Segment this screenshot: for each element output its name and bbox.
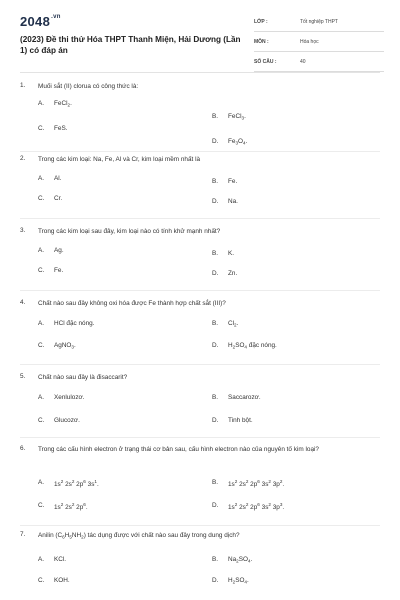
answer-option[interactable]: [38, 195, 198, 207]
option-text: AgNO$_3$.: [54, 342, 76, 350]
answer-option[interactable]: [38, 247, 198, 259]
option-letter: C.: [38, 267, 45, 274]
option-text: KCl.: [54, 556, 67, 563]
logo-text: 2048: [20, 14, 51, 29]
header: [20, 14, 382, 72]
answer-option[interactable]: [212, 394, 372, 406]
answer-option[interactable]: [38, 479, 198, 491]
answer-option[interactable]: [38, 556, 198, 568]
answer-option[interactable]: [212, 556, 372, 568]
answer-option[interactable]: [38, 417, 198, 429]
question-number: 6.: [20, 445, 26, 452]
meta-value: 40: [300, 59, 306, 65]
option-text: KOH.: [54, 577, 70, 584]
meta-row-class: [254, 16, 384, 32]
option-text: Na.: [228, 198, 238, 205]
option-letter: B.: [212, 250, 219, 257]
option-text: Xenlulozơ.: [54, 394, 85, 401]
question-text: Muối sắt (II) clorua có công thức là:: [38, 83, 139, 90]
option-letter: D.: [212, 417, 219, 424]
answer-option[interactable]: [38, 320, 198, 332]
option-letter: C.: [38, 502, 45, 509]
option-letter: A.: [38, 394, 45, 401]
question-number: 7.: [20, 531, 26, 538]
answer-option[interactable]: [212, 577, 372, 589]
question-divider: [20, 525, 380, 526]
header-divider: [20, 72, 380, 73]
question-text: Chất nào sau đây là đisaccarit?: [38, 374, 128, 381]
answer-option[interactable]: [38, 342, 198, 354]
option-text: $Cl_2$.: [228, 320, 239, 328]
option-letter: D.: [212, 270, 219, 277]
meta-value: Hóa học: [300, 39, 319, 45]
question-divider: [20, 364, 380, 365]
answer-option[interactable]: [212, 250, 372, 262]
exam-meta: [254, 16, 384, 76]
option-text: HCl đặc nóng.: [54, 320, 95, 327]
meta-label: LỚP :: [254, 19, 268, 25]
answer-option[interactable]: [212, 270, 372, 282]
option-text: $1s^2$ $2s^2$ $2p^6$ $3s^1$.: [54, 479, 99, 488]
question-divider: [20, 151, 380, 152]
question-number: 5.: [20, 373, 26, 380]
question-text: Trong các cấu hình electron ở trạng thái cơ bản sau, cấu hình electron nào của nguyên tố kim loại?: [38, 446, 319, 453]
option-text: Tinh bột.: [228, 417, 253, 424]
answer-option[interactable]: [212, 178, 372, 190]
option-letter: A.: [38, 247, 45, 254]
option-text: Al.: [54, 175, 62, 182]
option-letter: A.: [38, 320, 45, 327]
question-number: 2.: [20, 155, 26, 162]
answer-option[interactable]: [38, 502, 198, 514]
answer-option[interactable]: [212, 113, 372, 125]
option-text: FeS.: [54, 125, 68, 132]
option-text: Fe.: [228, 178, 238, 185]
option-text: Cr.: [54, 195, 63, 202]
question-divider: [20, 218, 380, 219]
answer-option[interactable]: [212, 320, 372, 332]
option-text: $1s^2$ $2s^2$ $2p^6$.: [54, 502, 88, 511]
option-letter: D.: [212, 198, 219, 205]
option-text: $1s^2$ $2s^2$ $2p^6$ $3s^2$ $3p^3$.: [228, 502, 285, 511]
option-letter: C.: [38, 417, 45, 424]
option-letter: B.: [212, 556, 219, 563]
option-letter: B.: [212, 113, 219, 120]
option-letter: B.: [212, 178, 219, 185]
answer-option[interactable]: [38, 100, 198, 112]
site-logo[interactable]: [20, 14, 61, 29]
meta-row-count: [254, 56, 384, 72]
option-text: Saccarozơ.: [228, 394, 261, 401]
option-letter: A.: [38, 100, 45, 107]
question-text: Chất nào sau đây không oxi hóa được Fe thành hợp chất sắt (III)?: [38, 300, 226, 307]
option-text: $H_2SO_4$ đặc nóng.: [228, 342, 277, 350]
option-text: FeCl$_2$.: [54, 100, 72, 108]
option-letter: D.: [212, 138, 219, 145]
option-letter: C.: [38, 125, 45, 132]
option-letter: B.: [212, 394, 219, 401]
answer-option[interactable]: [212, 138, 372, 150]
logo-suffix: .vn: [51, 14, 61, 20]
question-number: 4.: [20, 299, 26, 306]
option-letter: A.: [38, 175, 45, 182]
option-letter: A.: [38, 479, 45, 486]
option-letter: D.: [212, 342, 219, 349]
answer-option[interactable]: [212, 417, 372, 429]
option-letter: D.: [212, 577, 219, 584]
option-letter: C.: [38, 577, 45, 584]
option-letter: B.: [212, 320, 219, 327]
meta-row-subject: [254, 36, 384, 52]
option-letter: A.: [38, 556, 45, 563]
option-letter: C.: [38, 195, 45, 202]
question-divider: [20, 290, 380, 291]
answer-option[interactable]: [212, 342, 372, 354]
meta-value: Tốt nghiệp THPT: [300, 19, 338, 25]
option-text: FeCl$_3$.: [228, 113, 246, 121]
question-number: 1.: [20, 82, 26, 89]
question-text: Trong các kim loại sau đây, kim loại nào có tính khử mạnh nhất?: [38, 228, 221, 235]
option-text: $Na_2SO_4$.: [228, 556, 253, 564]
option-letter: B.: [212, 479, 219, 486]
answer-option[interactable]: [38, 175, 198, 187]
option-letter: C.: [38, 342, 45, 349]
answer-option[interactable]: [212, 198, 372, 210]
option-text: $1s^2$ $2s^2$ $2p^6$ $3s^2$ $3p^2$.: [228, 479, 285, 488]
question-number: 3.: [20, 227, 26, 234]
answer-option[interactable]: [212, 479, 372, 491]
answer-option[interactable]: [38, 125, 198, 137]
answer-option[interactable]: [38, 577, 198, 589]
meta-label: SỐ CÂU :: [254, 59, 277, 65]
question-divider: [20, 437, 380, 438]
question-text: Anilin $(C_6H_5NH_2)$ tác dụng được với chất nào sau đây trong dung dịch?: [38, 532, 240, 540]
option-text: Zn.: [228, 270, 238, 277]
option-text: K.: [228, 250, 235, 257]
exam-title: (2023) Đề thi thử Hóa THPT Thanh Miện, Hải Dương (Lần 1) có đáp án: [20, 35, 241, 55]
answer-option[interactable]: [38, 267, 198, 279]
option-text: Ag.: [54, 247, 64, 254]
answer-option[interactable]: [38, 394, 198, 406]
option-text: Glucozơ.: [54, 417, 80, 424]
meta-label: MÔN :: [254, 39, 269, 45]
question-text: Trong các kim loại: Na, Fe, Al và Cr, kim loại mềm nhất là: [38, 156, 201, 163]
option-text: $Fe_3O_4$.: [228, 138, 248, 146]
answer-option[interactable]: [212, 502, 372, 514]
option-text: Fe.: [54, 267, 64, 274]
option-text: $H_2SO_4$.: [228, 577, 249, 585]
option-letter: D.: [212, 502, 219, 509]
